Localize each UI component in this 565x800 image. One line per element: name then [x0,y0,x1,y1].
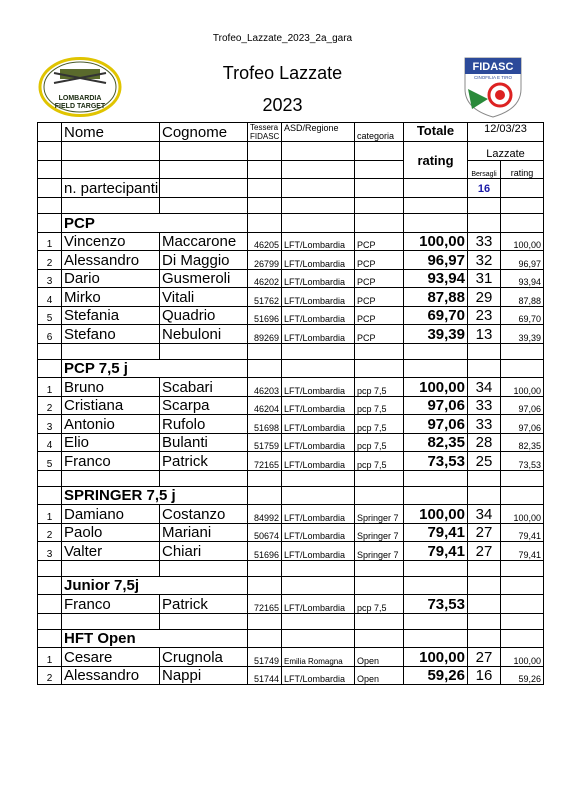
card-number-cell: 26799 [248,251,282,270]
category-cell: Open [355,648,404,667]
targets-cell: 34 [468,505,501,524]
total-rating-cell: 100,00 [404,378,468,397]
club-cell: LFT/Lombardia [282,433,355,452]
last-name-cell: Bulanti [160,433,248,452]
section-title-row [38,576,544,595]
table-row [38,666,544,685]
rank-cell: 2 [38,523,62,542]
targets-cell: 27 [468,648,501,667]
rank-cell: 2 [38,666,62,685]
club-cell: LFT/Lombardia [282,306,355,325]
first-name-cell: Antonio [62,415,160,434]
category-cell: PCP [355,288,404,307]
first-name-cell: Stefania [62,306,160,325]
page-year: 2023 [262,95,303,115]
total-rating-cell: 73,53 [404,595,468,614]
header-tessera: Tessera FIDASC [248,123,282,142]
table-row [38,288,544,307]
header-row-3 [38,160,544,179]
card-number-cell: 51759 [248,433,282,452]
first-name-cell: Bruno [62,378,160,397]
targets-cell: 34 [468,378,501,397]
section-title: SPRINGER 7,5 j [62,486,248,505]
document-filename: Trofeo_Lazzate_2023_2a_gara [212,33,353,44]
rank-cell: 5 [38,306,62,325]
header-bersagli: Bersagli [468,160,501,179]
category-cell: Springer 7 [355,542,404,561]
last-name-cell: Crugnola [160,648,248,667]
rating-cell: 87,88 [501,288,544,307]
last-name-cell: Patrick [160,595,248,614]
card-number-cell: 72165 [248,595,282,614]
last-name-cell: Scarpa [160,396,248,415]
category-cell: PCP [355,269,404,288]
logo-left-line1: LOMBARDIA [58,95,102,102]
last-name-cell: Di Maggio [160,251,248,270]
table-row [38,648,544,667]
logo-right-name: FIDASC [472,61,514,73]
card-number-cell: 46205 [248,232,282,251]
header-row [38,123,544,142]
last-name-cell: Nebuloni [160,325,248,344]
header-categoria: categoria [355,123,404,142]
section-title: Junior 7,5j [62,576,248,595]
targets-cell: 25 [468,452,501,471]
total-rating-cell: 59,26 [404,666,468,685]
spacer-row [38,470,544,486]
table-row [38,325,544,344]
rank-cell [38,595,62,614]
table-row [38,523,544,542]
last-name-cell: Quadrio [160,306,248,325]
header-asd: ASD/Regione [282,123,355,142]
category-cell: pcp 7,5 [355,396,404,415]
total-rating-cell: 100,00 [404,232,468,251]
first-name-cell: Damiano [62,505,160,524]
table-row [38,232,544,251]
section-title-row [38,629,544,648]
logo-right-subtitle: CINOFILIA E TIRO [474,75,512,80]
targets-cell: 32 [468,251,501,270]
rank-cell: 1 [38,378,62,397]
header-cognome: Cognome [160,123,248,142]
first-name-cell: Stefano [62,325,160,344]
table-row [38,415,544,434]
last-name-cell: Maccarone [160,232,248,251]
first-name-cell: Valter [62,542,160,561]
category-cell: pcp 7,5 [355,433,404,452]
rank-cell: 3 [38,269,62,288]
first-name-cell: Alessandro [62,251,160,270]
card-number-cell: 51696 [248,542,282,561]
first-name-cell: Franco [62,595,160,614]
targets-cell: 27 [468,523,501,542]
rating-cell: 97,06 [501,396,544,415]
total-rating-cell: 69,70 [404,306,468,325]
club-cell: LFT/Lombardia [282,378,355,397]
total-rating-cell: 82,35 [404,433,468,452]
participants-label: n. partecipanti [62,179,160,198]
total-rating-cell: 39,39 [404,325,468,344]
results-table [37,122,544,685]
targets-cell: 27 [468,542,501,561]
card-number-cell: 51749 [248,648,282,667]
rank-cell: 2 [38,251,62,270]
table-row [38,505,544,524]
card-number-cell: 51762 [248,288,282,307]
total-rating-cell: 79,41 [404,523,468,542]
header-totale: Totale [404,123,468,142]
targets-cell: 29 [468,288,501,307]
club-cell: LFT/Lombardia [282,269,355,288]
first-name-cell: Paolo [62,523,160,542]
first-name-cell: Mirko [62,288,160,307]
table-row [38,433,544,452]
card-number-cell: 84992 [248,505,282,524]
total-rating-cell: 96,97 [404,251,468,270]
total-rating-cell: 97,06 [404,415,468,434]
targets-cell: 13 [468,325,501,344]
participants-count: 16 [477,183,491,195]
club-cell: LFT/Lombardia [282,666,355,685]
table-row [38,595,544,614]
rating-cell: 97,06 [501,415,544,434]
rating-cell: 69,70 [501,306,544,325]
spacer-row [38,613,544,629]
card-number-cell: 72165 [248,452,282,471]
card-number-cell: 51696 [248,306,282,325]
last-name-cell: Costanzo [160,505,248,524]
club-cell: LFT/Lombardia [282,288,355,307]
section-title-row [38,359,544,378]
participants-row [38,179,544,198]
total-rating-cell: 87,88 [404,288,468,307]
section-title: HFT Open [62,629,248,648]
table-row [38,396,544,415]
club-cell: LFT/Lombardia [282,595,355,614]
spacer-row [38,560,544,576]
section-title: PCP 7,5 j [62,359,248,378]
header-rating: rating [404,142,468,179]
card-number-cell: 51698 [248,415,282,434]
header-nome: Nome [62,123,160,142]
rank-cell: 6 [38,325,62,344]
rating-cell: 79,41 [501,523,544,542]
last-name-cell: Gusmeroli [160,269,248,288]
first-name-cell: Vincenzo [62,232,160,251]
rating-cell [501,595,544,614]
spacer-row [38,198,544,214]
club-cell: LFT/Lombardia [282,542,355,561]
table-row [38,269,544,288]
rating-cell: 100,00 [501,232,544,251]
card-number-cell: 50674 [248,523,282,542]
targets-cell: 28 [468,433,501,452]
card-number-cell: 46203 [248,378,282,397]
rank-cell: 4 [38,433,62,452]
targets-cell [468,595,501,614]
category-cell: Springer 7 [355,505,404,524]
table-row [38,378,544,397]
last-name-cell: Nappi [160,666,248,685]
total-rating-cell: 73,53 [404,452,468,471]
section-title-row [38,214,544,233]
last-name-cell: Vitali [160,288,248,307]
category-cell: pcp 7,5 [355,452,404,471]
first-name-cell: Cesare [62,648,160,667]
fidasc-logo [462,55,524,124]
club-cell: LFT/Lombardia [282,505,355,524]
table-row [38,452,544,471]
club-cell: LFT/Lombardia [282,251,355,270]
total-rating-cell: 100,00 [404,648,468,667]
rating-cell: 73,53 [501,452,544,471]
category-cell: Springer 7 [355,523,404,542]
first-name-cell: Dario [62,269,160,288]
club-cell: LFT/Lombardia [282,232,355,251]
rating-cell: 100,00 [501,648,544,667]
section-title-row [38,486,544,505]
targets-cell: 33 [468,415,501,434]
club-cell: LFT/Lombardia [282,396,355,415]
first-name-cell: Alessandro [62,666,160,685]
rating-cell: 100,00 [501,378,544,397]
table-row [38,306,544,325]
last-name-cell: Rufolo [160,415,248,434]
category-cell: pcp 7,5 [355,415,404,434]
table-row [38,542,544,561]
category-cell: pcp 7,5 [355,595,404,614]
section-title: PCP [62,214,248,233]
rating-cell: 59,26 [501,666,544,685]
category-cell: PCP [355,251,404,270]
category-cell: Open [355,666,404,685]
card-number-cell: 51744 [248,666,282,685]
club-cell: LFT/Lombardia [282,325,355,344]
rank-cell: 1 [38,505,62,524]
total-rating-cell: 93,94 [404,269,468,288]
rating-cell: 100,00 [501,505,544,524]
rank-cell: 1 [38,232,62,251]
first-name-cell: Cristiana [62,396,160,415]
rating-cell: 96,97 [501,251,544,270]
targets-cell: 23 [468,306,501,325]
rank-cell: 3 [38,415,62,434]
last-name-cell: Scabari [160,378,248,397]
header-row-2 [38,142,544,161]
card-number-cell: 46204 [248,396,282,415]
header-rating-col: rating [501,160,544,179]
rating-cell: 79,41 [501,542,544,561]
header-date: 12/03/23 [468,123,544,142]
last-name-cell: Patrick [160,452,248,471]
header-event: Lazzate [468,142,544,161]
first-name-cell: Elio [62,433,160,452]
page-title: Trofeo Lazzate [222,63,343,83]
targets-cell: 31 [468,269,501,288]
rating-cell: 82,35 [501,433,544,452]
rank-cell: 5 [38,452,62,471]
club-cell: LFT/Lombardia [282,415,355,434]
targets-cell: 33 [468,396,501,415]
club-cell: LFT/Lombardia [282,452,355,471]
club-cell: LFT/Lombardia [282,523,355,542]
card-number-cell: 89269 [248,325,282,344]
first-name-cell: Franco [62,452,160,471]
category-cell: pcp 7,5 [355,378,404,397]
rank-cell: 4 [38,288,62,307]
rating-cell: 39,39 [501,325,544,344]
last-name-cell: Chiari [160,542,248,561]
club-cell: Emilia Romagna [282,648,355,667]
spacer-row [38,343,544,359]
rank-cell: 3 [38,542,62,561]
category-cell: PCP [355,232,404,251]
rank-cell: 1 [38,648,62,667]
rating-cell: 93,94 [501,269,544,288]
category-cell: PCP [355,325,404,344]
total-rating-cell: 100,00 [404,505,468,524]
table-row [38,251,544,270]
total-rating-cell: 97,06 [404,396,468,415]
targets-cell: 16 [468,666,501,685]
rank-cell: 2 [38,396,62,415]
category-cell: PCP [355,306,404,325]
total-rating-cell: 79,41 [404,542,468,561]
last-name-cell: Mariani [160,523,248,542]
card-number-cell: 46202 [248,269,282,288]
targets-cell: 33 [468,232,501,251]
logo-left-line2: FIELD TARGET [54,103,106,110]
